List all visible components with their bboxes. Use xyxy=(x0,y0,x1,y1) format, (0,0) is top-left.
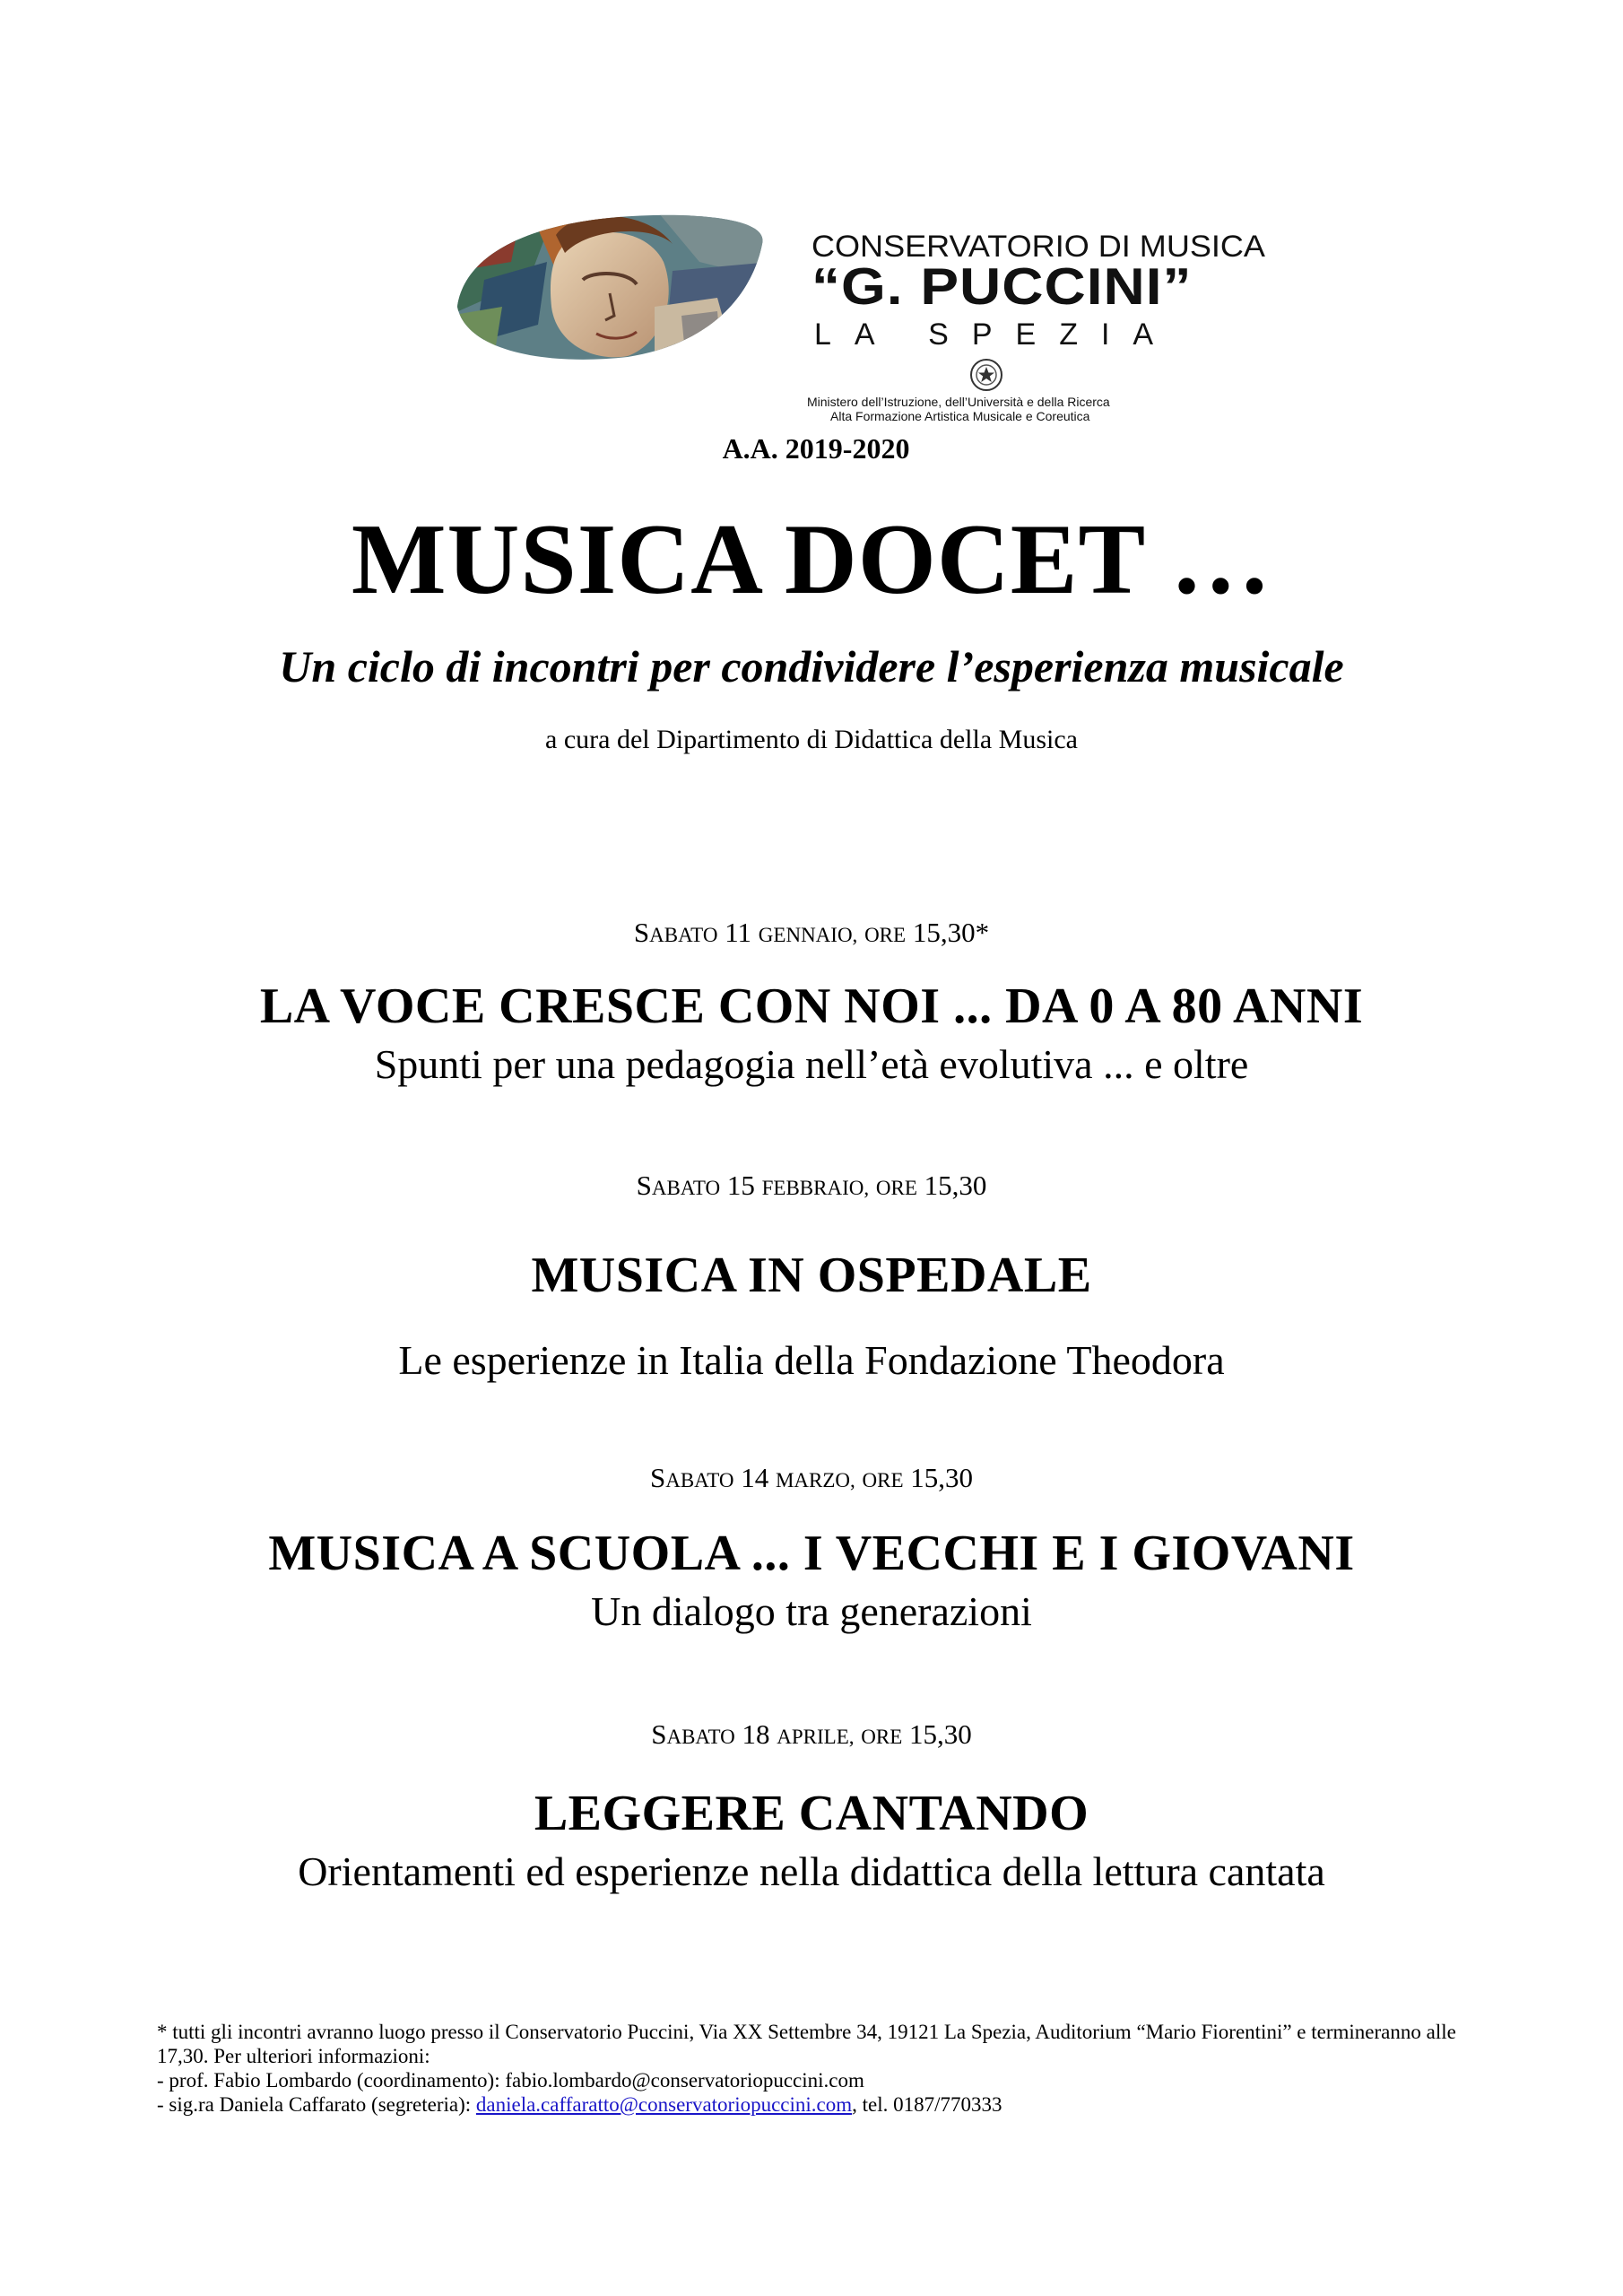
event-date-time: 15,30 xyxy=(924,1170,987,1201)
event-date-day-rest: ABATO xyxy=(665,1469,734,1492)
page-title: MUSICA DOCET … xyxy=(351,504,1272,615)
event-date-day-number: 18 xyxy=(742,1718,770,1750)
secretary-email-link[interactable]: daniela.caffaratto@conservatoriopuccini.com xyxy=(475,2093,853,2116)
event-date-month: MARZO, xyxy=(775,1469,855,1492)
event-date-day-number: 11 xyxy=(725,917,752,948)
event-date-time: 15,30* xyxy=(912,917,990,948)
event-date-day-number: 15 xyxy=(726,1170,755,1201)
event-subtitle-1: Spunti per una pedagogia nell’età evolutiva ... e oltre xyxy=(374,1041,1249,1087)
event-date-day-rest: ABATO xyxy=(666,1726,735,1748)
event-date-day-initial: S xyxy=(636,1170,652,1201)
curator-line: a cura del Dipartimento di Didattica della Musica xyxy=(545,725,1078,754)
italian-republic-emblem-icon xyxy=(968,357,1004,393)
event-title-4: LEGGERE CANTANDO xyxy=(534,1786,1089,1841)
event-subtitle-3: Un dialogo tra generazioni xyxy=(591,1588,1032,1634)
event-title-3: MUSICA A SCUOLA ... I VECCHI E I GIOVANI xyxy=(268,1526,1355,1581)
event-subtitle-4: Orientamenti ed esperienze nella didattica della lettura cantata xyxy=(298,1848,1325,1894)
event-date-time: 15,30 xyxy=(909,1718,972,1750)
event-title-2: MUSICA IN OSPEDALE xyxy=(531,1248,1092,1303)
event-date-month: FEBBRAIO, xyxy=(761,1177,870,1199)
event-title-1: LA VOCE CRESCE CON NOI ... DA 0 A 80 ANNI xyxy=(259,978,1364,1034)
page-subtitle: Un ciclo di incontri per condividere l’esperienza musicale xyxy=(279,641,1344,691)
event-date-day-number: 14 xyxy=(741,1462,769,1493)
logo-stained-glass-image xyxy=(448,208,771,362)
event-date-4 xyxy=(0,1718,1623,1751)
footnote-venue: * tutti gli incontri avranno luogo presso il Conservatorio Puccini, Via XX Settembre 34, 19121 La Spezia, Auditorium “Mario Fiorentini” e termineranno alle 17,30. Per ulteriori informazioni: xyxy=(157,2021,1456,2067)
footnote-coordinator-contact: - prof. Fabio Lombardo (coordinamento): fabio.lombardo@conservatoriopuccini.com xyxy=(157,2069,864,2092)
footnote-secretary-prefix: - sig.ra Daniela Caffarato (segreteria): xyxy=(157,2093,476,2116)
logo-institution-line: CONSERVATORIO DI MUSICA xyxy=(812,230,1265,264)
event-date-1 xyxy=(0,917,1623,949)
event-date-day-initial: S xyxy=(651,1718,667,1750)
event-date-ore: ORE xyxy=(862,1469,904,1492)
event-date-month: APRILE, xyxy=(777,1726,855,1748)
event-date-day-initial: S xyxy=(649,1462,666,1493)
logo-city-line: LA SPEZIA xyxy=(814,317,1177,352)
event-date-time: 15,30 xyxy=(910,1462,974,1493)
logo-name-line: “G. PUCCINI” xyxy=(812,257,1193,316)
event-subtitle-2: Le esperienze in Italia della Fondazione Theodora xyxy=(398,1337,1225,1383)
event-date-day-rest: ABATO xyxy=(649,924,718,946)
academic-year xyxy=(0,432,1623,465)
ministry-line-2: Alta Formazione Artistica Musicale e Coreutica xyxy=(830,409,1090,423)
event-date-2 xyxy=(0,1170,1623,1202)
footnote-secretary-contact xyxy=(157,2092,1484,2117)
event-date-ore: ORE xyxy=(864,924,907,946)
event-date-3 xyxy=(0,1462,1623,1494)
footnote-secretary-phone: , tel. 0187/770333 xyxy=(852,2093,1002,2116)
event-date-month: GENNAIO, xyxy=(758,924,858,946)
footnote xyxy=(157,2020,1484,2117)
event-date-ore: ORE xyxy=(875,1177,917,1199)
event-date-ore: ORE xyxy=(861,1726,903,1748)
academic-year-text: A.A. 2019-2020 xyxy=(722,432,910,465)
ministry-line-1: Ministero dell’Istruzione, dell’Università e della Ricerca xyxy=(807,395,1110,409)
event-date-day-rest: ABATO xyxy=(651,1177,721,1199)
event-date-day-initial: S xyxy=(633,917,650,948)
